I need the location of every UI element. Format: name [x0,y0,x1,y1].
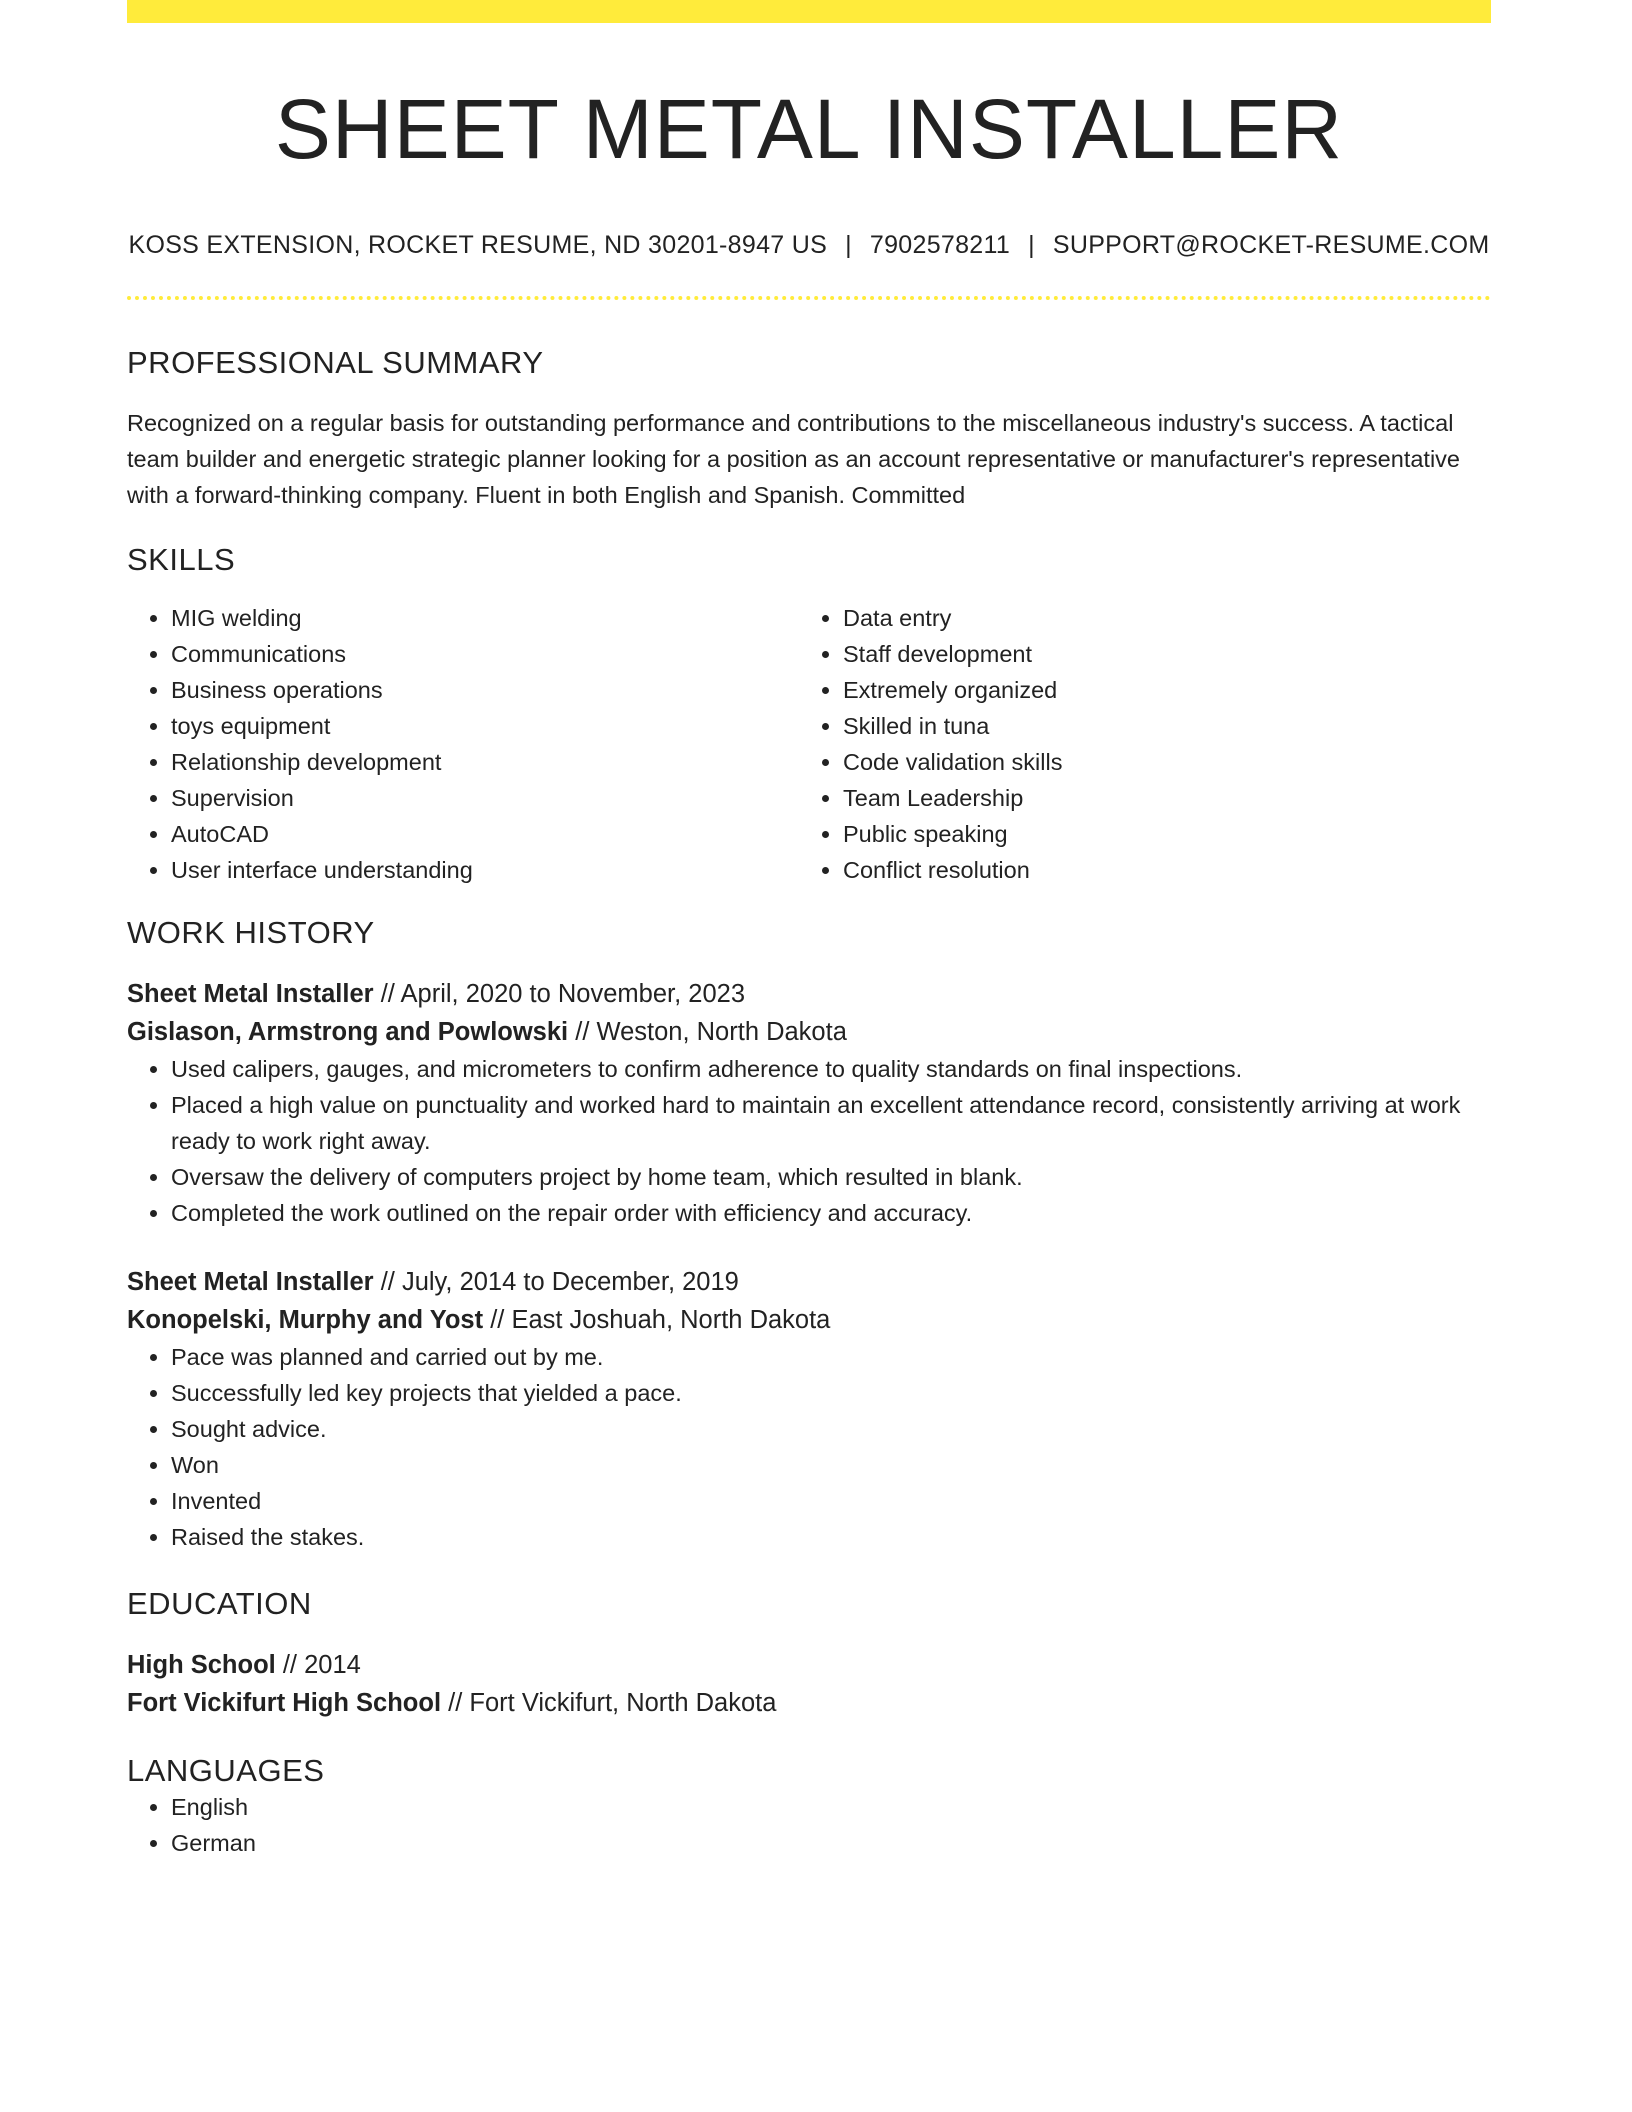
skill-item: • AutoCAD [171,816,799,852]
skill-item: • Team Leadership [843,780,1471,816]
job-role-line [127,975,1491,1013]
job-bullet: • Invented [171,1483,1491,1519]
job-location: // East Joshuah, North Dakota [490,1305,831,1334]
contact-separator: | [1028,231,1035,260]
contact-email: SUPPORT@ROCKET-RESUME.COM [1052,231,1490,260]
skill-item: • Skilled in tuna [843,708,1471,744]
languages-heading: LANGUAGES [127,1753,325,1789]
contact-address: KOSS EXTENSION, ROCKET RESUME, ND 30201-8947 US [128,231,828,260]
job-company: Gislason, Armstrong and Powlowski [127,1017,569,1046]
skill-item: • Data entry [843,600,1471,636]
skill-item: • Public speaking [843,816,1471,852]
skill-item: • Conflict resolution [843,852,1471,888]
job-bullet: • Placed a high value on punctuality and worked hard to maintain an excellent attendance record, consistently arriving at work ready to work right away. [171,1087,1491,1159]
job-bullet: • Successfully led key projects that yielded a pace. [171,1375,1491,1411]
contact-phone: 7902578211 [869,231,1011,260]
job-role: Sheet Metal Installer [127,979,374,1008]
skill-item: • Extremely organized [843,672,1471,708]
job-company: Konopelski, Murphy and Yost [127,1305,484,1334]
language-item: • German [171,1825,1491,1861]
job-bullet: • Sought advice. [171,1411,1491,1447]
education-degree-line [127,1646,1491,1684]
work-history-heading: WORK HISTORY [127,914,375,950]
skill-item: • Relationship development [171,744,799,780]
summary-text: Recognized on a regular basis for outstanding performance and contributions to the miscellaneous industry's success. A tactical team builder and energetic strategic planner looking for a position as an account representative or manufacturer's representative with a forward-thinking company. Fluent in both English and Spanish. Committed [127,409,1460,508]
job-company-line [127,1301,1491,1339]
job-bullets [127,1051,1491,1231]
education-school-line [127,1684,1491,1722]
job-bullet: • Won [171,1447,1491,1483]
job-dates: // April, 2020 to November, 2023 [380,979,745,1008]
skill-item: • User interface understanding [171,852,799,888]
job-entry [127,975,1491,1231]
resume-page [127,0,1491,1861]
job-bullet: • Oversaw the delivery of computers project by home team, which resulted in blank. [171,1159,1491,1195]
job-company-line [127,1013,1491,1051]
education-year: // 2014 [282,1651,361,1680]
top-accent-bar [127,0,1491,23]
skills-columns [127,600,1491,888]
language-item: • English [171,1789,1491,1825]
languages-list [127,1789,1491,1861]
skill-item: • toys equipment [171,708,799,744]
dotted-divider [127,296,1491,300]
skill-item: • Supervision [171,780,799,816]
skills-list-left [127,600,799,888]
skills-list-right [799,600,1471,888]
contact-separator: | [845,231,852,260]
summary-heading: PROFESSIONAL SUMMARY [127,345,544,381]
job-role: Sheet Metal Installer [127,1267,374,1296]
job-location: // Weston, North Dakota [575,1017,847,1046]
education-location: // Fort Vickifurt, North Dakota [448,1689,777,1718]
job-bullet: • Pace was planned and carried out by me. [171,1339,1491,1375]
job-entry [127,1263,1491,1555]
skill-item: • Communications [171,636,799,672]
education-school: Fort Vickifurt High School [127,1689,442,1718]
education-entry [127,1646,1491,1722]
job-role-line [127,1263,1491,1301]
education-degree: High School [127,1651,276,1680]
contact-line [127,230,1491,260]
job-dates: // July, 2014 to December, 2019 [380,1267,739,1296]
job-bullet: • Completed the work outlined on the repair order with efficiency and accuracy. [171,1195,1491,1231]
skill-item: • Staff development [843,636,1471,672]
skill-item: • MIG welding [171,600,799,636]
job-bullets [127,1339,1491,1555]
job-bullet: • Raised the stakes. [171,1519,1491,1555]
resume-title: SHEET METAL INSTALLER [274,82,1344,176]
skill-item: • Business operations [171,672,799,708]
education-heading: EDUCATION [127,1585,312,1621]
job-bullet: • Used calipers, gauges, and micrometers to confirm adherence to quality standards on final inspections. [171,1051,1491,1087]
skills-heading: SKILLS [127,541,236,577]
skill-item: • Code validation skills [843,744,1471,780]
